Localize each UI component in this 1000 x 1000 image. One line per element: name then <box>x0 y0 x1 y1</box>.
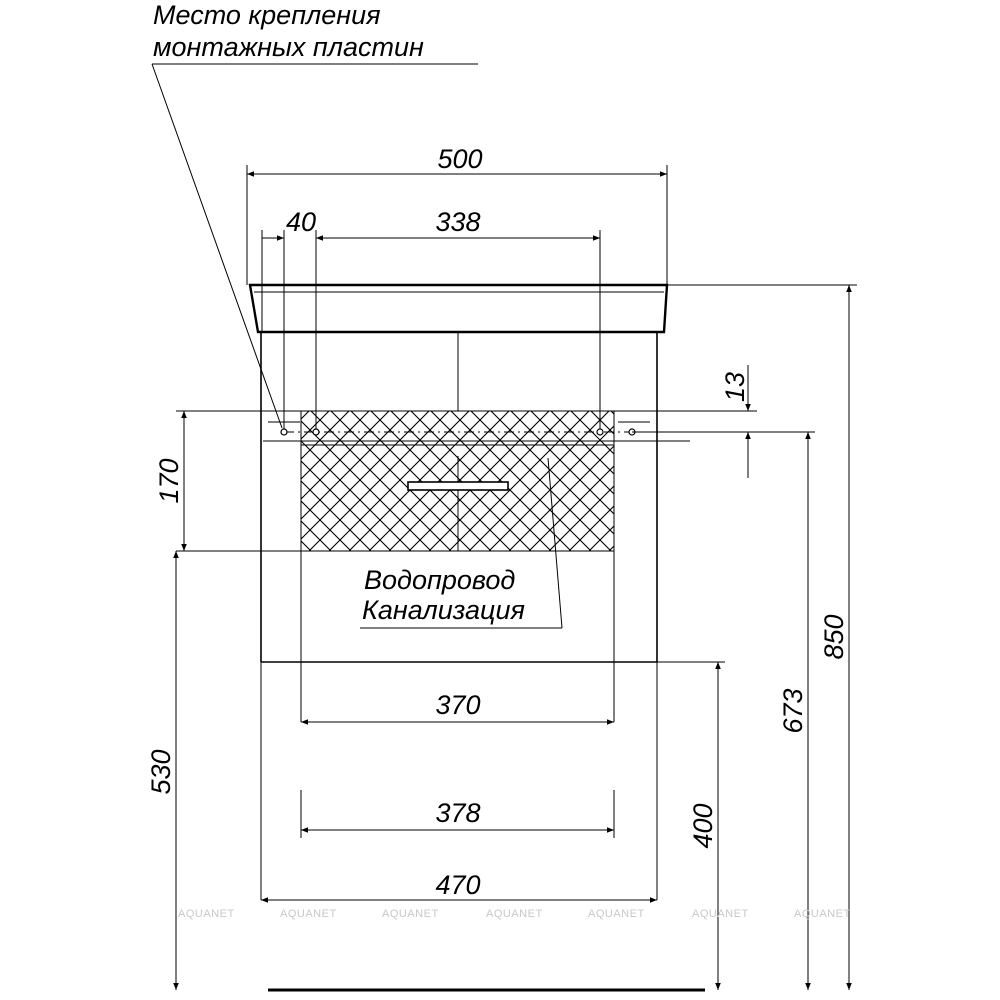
dim-cabinet-bottom: 400 <box>688 803 718 849</box>
dim-width-top: 500 <box>437 144 483 174</box>
watermark: AQUANET <box>178 908 235 920</box>
note-mounting-line1: Место крепления <box>153 0 381 30</box>
note-water: Водопровод <box>364 565 516 595</box>
watermark: AQUANET <box>280 908 337 920</box>
note-mounting-line2: монтажных пластин <box>153 32 424 62</box>
dim-total-height: 850 <box>819 614 849 660</box>
dim-plate-offset: 40 <box>285 207 317 237</box>
watermark-row <box>178 908 851 920</box>
watermark: AQUANET <box>588 908 645 920</box>
watermark: AQUANET <box>486 908 543 920</box>
countertop <box>250 285 667 332</box>
drawer-handle <box>408 482 508 490</box>
dim-zone-height: 170 <box>154 458 184 504</box>
dim-height-from-floor: 530 <box>146 749 176 795</box>
dim-door-width: 378 <box>435 798 481 828</box>
dim-plate-spacing: 338 <box>435 207 481 237</box>
watermark: AQUANET <box>382 908 439 920</box>
note-sewer: Канализация <box>362 595 525 625</box>
watermark: AQUANET <box>692 908 749 920</box>
dim-body-width: 470 <box>435 870 481 900</box>
dim-plates-height: 673 <box>778 688 808 734</box>
dim-plate-drop: 13 <box>720 371 750 403</box>
watermark: AQUANET <box>794 908 851 920</box>
dim-inner-width: 370 <box>435 690 481 720</box>
